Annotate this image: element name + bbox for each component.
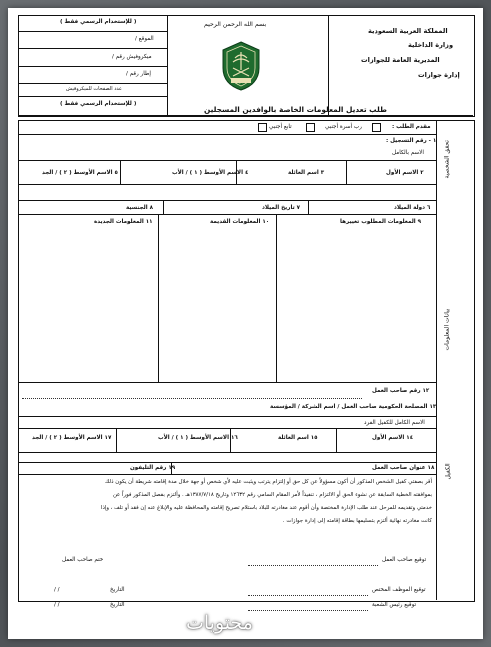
passports-logo-icon	[219, 40, 263, 92]
department-name: إدارة جوازات	[418, 71, 460, 79]
info-to-change-label: ٩ المعلومات المطلوب تغييرها	[340, 219, 422, 225]
date-slash-1: / /	[54, 587, 60, 593]
reg-no-label: ١ - رقم التسجيل :	[386, 138, 437, 144]
sponsor-mid-2-label: ١٧ الاسم الأوسط ( ٢ ) / الجد	[32, 435, 112, 441]
kingdom-name: المملكة العربية السعودية	[368, 27, 448, 35]
form-title: طلب تعديل المعلومات الخاصة بالوافدين المسجلين	[204, 105, 387, 114]
mid-name-1-label: ٤ الاسم الأوسط ( ١ ) / الأب	[172, 170, 249, 176]
declaration-line-3: خدمتي وتقديمه للمرحل عند طلب الإدارة المختصة وأن أقوم عند مغادرته للبلاد باستلام تصريح إقامته والمحافظة عليه والإبلاغ عنه إن فقد أو تلف ، وإذا	[100, 505, 432, 511]
first-name-label: ٢ الاسم الأول	[386, 170, 424, 176]
checkbox-foreign-dependent[interactable]	[306, 123, 315, 132]
ministry-name: وزارة الداخلية	[408, 41, 454, 49]
checkbox-other[interactable]	[258, 123, 267, 132]
basmala: بسم الله الرحمن الرحيم	[204, 21, 267, 28]
employer-no-label: ١٢ رقم صاحب العمل	[372, 388, 430, 394]
birth-date-label: ٧ تاريخ الميلاد	[262, 205, 301, 211]
option-foreign-head: رب أسرة أجنبي	[325, 124, 362, 130]
nationality-label: ٨ الجنسية	[126, 205, 154, 211]
microfiche-label: ميكروفيش رقم /	[112, 54, 152, 60]
birth-country-label: ٦ دولة الميلاد	[394, 205, 431, 211]
officer-sign-label: توقيع الموظف المختص	[372, 587, 426, 593]
sponsor-full-name-label: الاسم الكامل للكفيل الفرد	[364, 420, 425, 426]
declaration-line-2: بموافقته الخطية السابقة عن نشوء الحق أو الالتزام ، تنفيذاً لأمر المقام السامي رقم ١٢٦٣٢ وتاريخ ١٣٨٧/٧/١٨هـ . وألتزم بفصل المذكور فوراً عن	[112, 492, 432, 498]
sponsor-first-label: ١٤ الاسم الأول	[372, 435, 414, 441]
side-label-sponsor: الكفيل	[444, 463, 452, 480]
official-use-label-2: ( للإستخدام الرسمي فقط )	[60, 101, 137, 107]
gov-interest-label: ١٣ المصلحة الحكومية صاحب العمل / اسم الشركة / المؤسسة	[270, 404, 437, 410]
pages-count-label: عدد الصفحات للميكروفيش	[66, 86, 123, 92]
date-label-2: التاريخ	[110, 602, 125, 608]
old-info-label: ١٠ المعلومات القديمة	[210, 219, 270, 225]
side-column-divider	[436, 120, 437, 600]
employer-sign-label: توقيع صاحب العمل	[382, 557, 427, 563]
option-foreign-dependent: تابع أجنبي	[269, 124, 292, 130]
full-name-label: الاسم بالكامل	[392, 150, 424, 156]
date-slash-2: / /	[54, 602, 60, 608]
checkbox-foreign-head[interactable]	[372, 123, 381, 132]
official-use-label: ( للإستخدام الرسمي فقط )	[60, 19, 137, 25]
declaration-line-1: أقر بصفتي كفيل الشخص المذكور أن أكون مسؤولاً عن كل حق أو إلتزام يترتب ويثبت عليه لأي شخص أو جهة خلال مدة إقامته شريطة أن يكون ذلك	[104, 479, 432, 485]
employer-stamp-label: ختم صاحب العمل	[62, 557, 104, 563]
mid-name-2-label: ٥ الاسم الأوسط ( ٢ ) / الجد	[42, 170, 118, 176]
location-label: الموقع /	[135, 36, 154, 42]
applicant-label: مقدم الطلب :	[392, 124, 431, 130]
phone-label: ١٩ رقم التليفون	[130, 465, 176, 471]
head-sign-label: توقيع رئيس الشعبة	[372, 602, 417, 608]
date-label-1: التاريخ	[110, 587, 125, 593]
logo-text: الجوازات	[231, 79, 246, 84]
declaration-line-4: كانت مغادرته نهائية ألتزم بتسليمها بطاقة إقامته إلى إدارة جوازات .	[282, 518, 432, 524]
side-label-info: بيانات المعلومات	[443, 308, 451, 351]
sponsor-family-label: ١٥ اسم العائلة	[278, 435, 318, 441]
new-info-label: ١١ المعلومات الجديدة	[94, 219, 153, 225]
employer-address-label: ١٨ عنوان صاحب العمل	[372, 465, 435, 471]
watermark: محتويات	[186, 612, 253, 634]
directorate-name: المديرية العامة للجوازات	[361, 56, 440, 64]
side-label-identity: تحقق الشخصية	[443, 140, 451, 179]
family-name-label: ٣ اسم العائلة	[288, 170, 325, 176]
frame-no-label: إطار رقم /	[126, 71, 151, 77]
form-body	[18, 120, 475, 602]
sponsor-mid-1-label: ١٦ الاسم الأوسط ( ١ ) / الأب	[158, 435, 238, 441]
form-paper	[8, 8, 483, 639]
